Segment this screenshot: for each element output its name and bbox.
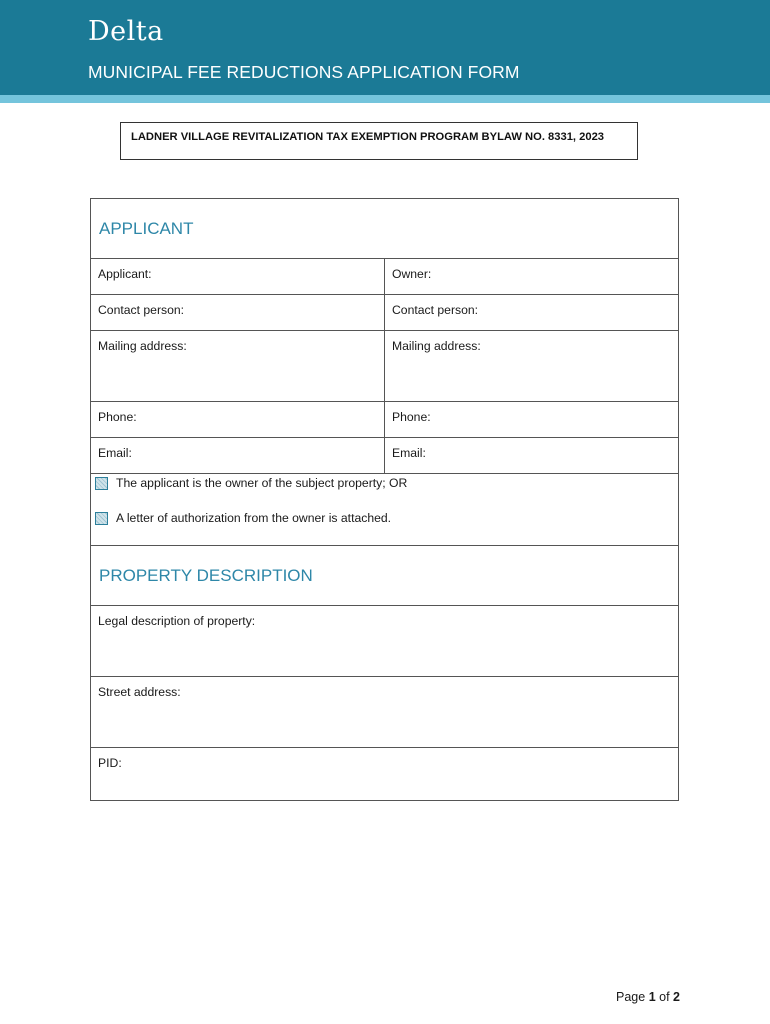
- applicant-mailing-address-field[interactable]: [91, 331, 385, 401]
- applicant-label: Applicant:: [98, 267, 152, 281]
- owner-label: Owner:: [392, 267, 432, 281]
- legal-description-row: [91, 606, 678, 677]
- owner-contact-person-label: Contact person:: [392, 303, 479, 317]
- street-address-label: Street address:: [98, 685, 181, 699]
- phone-row: [91, 402, 678, 438]
- applicant-email-field[interactable]: [91, 438, 385, 473]
- contact-person-row: [91, 295, 678, 331]
- ownership-checkboxes: [91, 474, 678, 546]
- applicant-owner-row: [91, 259, 678, 295]
- applicant-field[interactable]: [91, 259, 385, 294]
- page-word: Page: [616, 990, 646, 1004]
- pid-row: [91, 748, 678, 800]
- street-address-field[interactable]: [91, 677, 678, 747]
- owner-checkbox[interactable]: [95, 477, 108, 490]
- applicant-section-title: APPLICANT: [99, 219, 194, 238]
- owner-email-field[interactable]: [385, 438, 678, 473]
- bylaw-title: LADNER VILLAGE REVITALIZATION TAX EXEMPTION PROGRAM BYLAW NO. 8331, 2023: [131, 131, 605, 143]
- authorization-checkbox-label: A letter of authorization from the owner is attached.: [116, 511, 392, 525]
- owner-field[interactable]: [385, 259, 678, 294]
- form-title: MUNICIPAL FEE REDUCTIONS APPLICATION FORM: [88, 62, 520, 82]
- legal-description-label: Legal description of property:: [98, 614, 256, 628]
- total-pages: 2: [673, 990, 680, 1004]
- current-page: 1: [648, 990, 656, 1004]
- of-word: of: [659, 990, 670, 1004]
- delta-logo: Delta: [88, 16, 164, 47]
- owner-phone-field[interactable]: [385, 402, 678, 437]
- pid-label: PID:: [98, 756, 122, 770]
- header-banner: [0, 0, 770, 95]
- owner-mailing-address-field[interactable]: [385, 331, 678, 401]
- owner-checkbox-row[interactable]: [95, 476, 407, 490]
- email-row: [91, 438, 678, 474]
- bylaw-box: [120, 122, 638, 160]
- property-section-title: PROPERTY DESCRIPTION: [99, 566, 313, 585]
- applicant-contact-person-label: Contact person:: [98, 303, 185, 317]
- owner-email-label: Email:: [392, 446, 426, 460]
- page-number: [616, 990, 680, 1004]
- applicant-mailing-address-label: Mailing address:: [98, 339, 187, 353]
- authorization-checkbox[interactable]: [95, 512, 108, 525]
- applicant-contact-person-field[interactable]: [91, 295, 385, 330]
- property-section-header: [91, 546, 678, 606]
- application-form: [90, 198, 679, 801]
- owner-contact-person-field[interactable]: [385, 295, 678, 330]
- legal-description-field[interactable]: [91, 606, 678, 676]
- applicant-section-header: [91, 199, 678, 259]
- street-address-row: [91, 677, 678, 748]
- applicant-phone-field[interactable]: [91, 402, 385, 437]
- owner-phone-label: Phone:: [392, 410, 431, 424]
- applicant-phone-label: Phone:: [98, 410, 137, 424]
- owner-checkbox-label: The applicant is the owner of the subject property; OR: [116, 476, 408, 490]
- owner-mailing-address-label: Mailing address:: [392, 339, 481, 353]
- header-stripe: [0, 95, 770, 103]
- applicant-email-label: Email:: [98, 446, 132, 460]
- mailing-address-row: [91, 331, 678, 402]
- authorization-checkbox-row[interactable]: [95, 511, 391, 525]
- pid-field[interactable]: [91, 748, 678, 800]
